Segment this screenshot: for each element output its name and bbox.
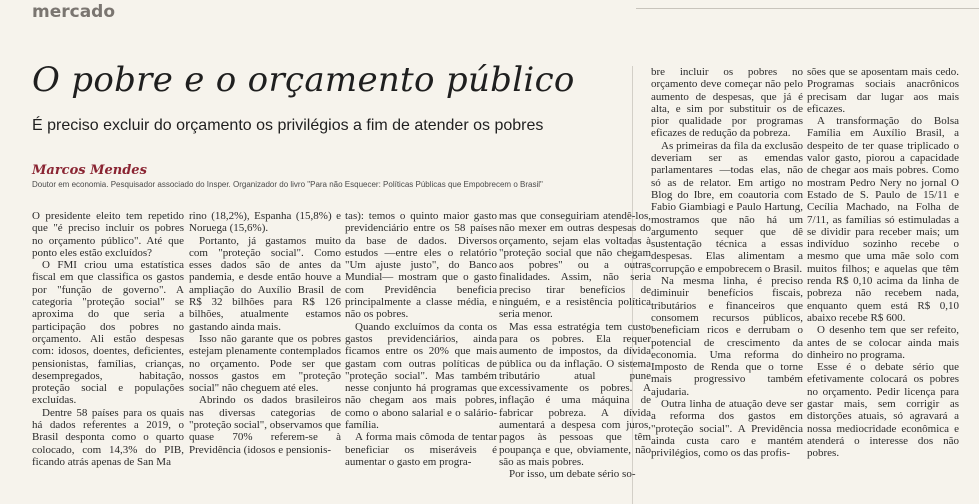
author-bio: Doutor em economia. Pesquisador associado do Insper. Organizador do livro "Para não Esquecer: Políticas Públicas que Empobrecem o Brasil" (32, 180, 543, 189)
paragraph: mas que conseguiriam atendê-los, não mexer em outras despesas do orçamento, sejam elas voltadas à "proteção social que não chegam aos pobres" ou a outras finalidades. Assim, não seria preciso tirar benefícios de ninguém, e a resistência política seria menor. (499, 210, 651, 321)
paragraph: Na mesma linha, é preciso diminuir benefícios fiscais, tributários e financeiros que consomem recursos públicos, beneficiam ricos e derrubam o potencial de crescimento da economia. Uma reforma do Imposto de Renda que o torne mais progressivo também ajudaria. (651, 275, 803, 398)
paragraph: As primeiras da fila da exclusão deveriam ser as emendas parlamentares —todas elas, não só as de relator. Em artigo no Blog do Ibre, em coautoria com Fabio Giambiagi e Paulo Hartung, mostramos que não há um argumento sequer que dê sustentação técnica a essas despesas. Elas alimentam a corrupção e empobrecem o Brasil. (651, 139, 803, 275)
paragraph: Quando excluímos da conta os gastos previdenciários, ainda ficamos entre os 20% que mais gastam com outras políticas de "proteção social". Mas também nesse conjunto há programas que não chegam aos mais pobres, como o abono salarial e o salário-família. (345, 320, 497, 432)
paragraph: Mas essa estratégia tem custo para os pobres. Ela requer aumento de impostos, da dívida pública ou da inflação. O sistema tributário atual pune excessivamente os pobres. A inflação é uma máquina de fabricar pobreza. A dívida aumentará a despesa com juros, pagos às pessoas que têm poupança e que, obviamente, não são as mais pobres. (499, 320, 651, 468)
paragraph: sões que se aposentam mais cedo. Programas sociais anacrônicos precisam dar lugar aos mais eficazes. (807, 66, 959, 115)
author-name: Marcos Mendes (32, 163, 147, 178)
paragraph: Por isso, um debate sério so- (509, 468, 636, 481)
text-column-6 (807, 66, 959, 504)
paragraph: Dentre 58 países para os quais há dados referentes a 2019, o Brasil desponta como o quarto colocado, com 14,3% do PIB, ficando atrás apenas de San Ma (32, 406, 184, 468)
paragraph: Esse é o debate sério que efetivamente colocará os pobres no orçamento. Pedir licença para gastar mais, sem corrigir as distorções atuais, só agravará a nossa mediocridade econômica e atenderá o interesse dos não pobres. (807, 361, 959, 460)
text-column-3 (345, 210, 497, 468)
text-column-1 (32, 210, 184, 468)
paragraph: rino (18,2%), Espanha (15,8%) e Noruega (15,6%). (189, 210, 341, 235)
paragraph: Outra linha de atuação deve ser a reforma dos gastos em "proteção social". A Previdência ainda custa caro e mantém privilégios, como os das profis- (651, 398, 803, 460)
section-label: mercado (32, 2, 116, 22)
paragraph: A transformação do Bolsa Família em Auxílio Brasil, a despeito de ter quase triplicado o valor gasto, piorou a capacidade de chegar aos mais pobres. Como mostram Pedro Nery no jornal O Estado de S. Paulo de 15/11 e Cecília Machado, na Folha de 7/11, as famílias só estimuladas a se dividir para receber mais; um indivíduo sozinho recebe o mesmo que uma mãe solo com muitos filhos; e aquelas que têm renda R$ 0,10 acima da linha de pobreza não recebem nada, enquanto quem está R$ 0,10 abaixo recebe R$ 600. (807, 115, 959, 324)
paragraph: tas): temos o quinto maior gasto previdenciário entre os 58 países da base de dados. Diversos estudos —entre eles o relatório "Um ajuste justo", do Banco Mundial— mostram que o gasto com Previdência beneficia principalmente a classe média, e não os pobres. (345, 210, 497, 321)
article-title: O pobre e o orçamento público (32, 60, 575, 100)
header-rule (636, 8, 979, 9)
paragraph: Portanto, já gastamos muito com "proteção social". Como esses dados são de antes da pandemia, e desde então houve a ampliação do Auxílio Brasil de R$ 32 bilhões para R$ 126 bilhões, atualmente estamos gastando ainda mais. (189, 234, 341, 333)
text-column-5 (651, 66, 803, 504)
text-column-4 (499, 210, 651, 481)
paragraph: O desenho tem que ser refeito, antes de se colocar ainda mais dinheiro no programa. (807, 324, 959, 361)
paragraph: O FMI criou uma estatística fiscal em que classifica os gastos por "função de governo". A categoria "proteção social" se aproxima do que seria a participação dos pobres no orçamento. Ali estão despesas com: idosos, doentes, deficientes, pensionistas, famílias, crianças, desempregados, habitação, proteção social e populações excluídas. (32, 259, 184, 407)
article-subtitle: É preciso excluir do orçamento os privilégios a fim de atender os pobres (32, 117, 544, 134)
paragraph: bre incluir os pobres no orçamento deve começar não pelo aumento de despesas, que já é alta, e sim por substituir os de pior qualidade por programas eficazes de redução da pobreza. (651, 66, 803, 140)
paragraph: A forma mais cômoda de tentar beneficiar os miseráveis é aumentar o gasto em progra- (345, 431, 497, 468)
paragraph: O presidente eleito tem repetido que "é preciso incluir os pobres no orçamento público". Até que ponto eles estão excluídos? (32, 210, 184, 259)
text-column-2 (189, 210, 341, 456)
paragraph: Isso não garante que os pobres estejam plenamente contemplados no orçamento. Pode ser que nossos gastos em "proteção social" não cheguem até eles. (189, 332, 341, 395)
paragraph: Abrindo os dados brasileiros nas diversas categorias de "proteção social", observamos que quase 70% referem-se à Previdência (idosos e pensionis- (189, 394, 341, 456)
